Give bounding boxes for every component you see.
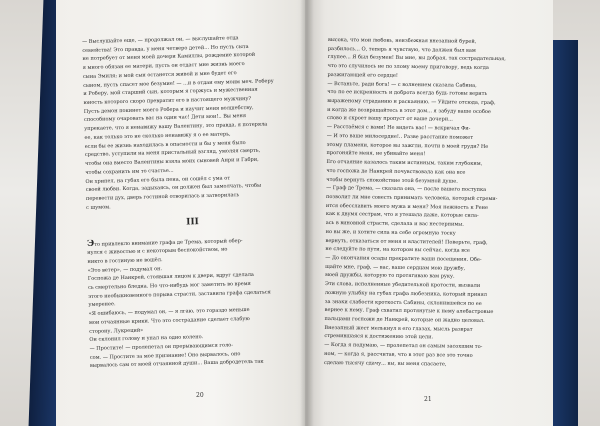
text-line-rest: то привлекло внимание графа де Трема, который обер- bbox=[94, 238, 243, 249]
left-page-number: 20 bbox=[196, 392, 204, 399]
left-top-paragraphs bbox=[82, 33, 298, 213]
text-line: семейства! Это правда, у меня четверо детей... Но пусть сыта bbox=[82, 43, 249, 54]
text-line: никто в гостиную не вошёл. bbox=[87, 256, 163, 265]
text-line: как к двумя сестрам, что я утешала даже, которые сила- bbox=[325, 211, 479, 220]
text-line: что госпожа де Нанкрей почувствовала как она все bbox=[326, 167, 466, 176]
text-line: — Выслушайте еще, — продолжал он, — выслушайте отца bbox=[82, 35, 239, 45]
text-line: сь смертельно бледна. Но что-нибудь мог заметить во время bbox=[88, 280, 251, 291]
text-line: этому пламени, которое вы зажгли, почти в моей груди? Не bbox=[326, 141, 489, 150]
text-line: — Граф де Трема, — сказала она, — после вашего поступка bbox=[326, 185, 487, 194]
text-line: глупее... Я был безумен! Вы мне, вы добрая, так сострадательная, bbox=[327, 54, 506, 63]
text-line: вернее к нему. Граф схватил протянутые к нему алебастровые bbox=[324, 307, 494, 316]
text-line: чтобы вернуть спокойствие этой безумной душе. bbox=[326, 176, 458, 185]
left-bottom-paragraphs bbox=[87, 235, 302, 371]
text-line: не потребует от меня моей дочери Камиллы, рождение которой bbox=[82, 52, 256, 63]
text-line: — Встаньте, ради бога! — с волнением сказала Сабина, bbox=[327, 80, 477, 89]
text-line: стремившаяся к достижению этой цели. bbox=[324, 333, 434, 341]
text-line: Он хрипел, на губах его была пена, он сошёл с ума от bbox=[85, 174, 231, 185]
text-line: слово и скроет вашу пропуст от ваше дочери... bbox=[326, 115, 453, 124]
text-line: прогоняйте меня, не убивайте меня! bbox=[326, 150, 426, 158]
text-line: этого необыкновенного порыва страсти, заставила графа сделаться bbox=[88, 289, 271, 300]
book-gutter bbox=[300, 0, 314, 426]
text-line: с шумом. bbox=[86, 204, 111, 211]
text-line: средство, уступили на меня пристальный взгляд, умоляя смерть, bbox=[84, 148, 261, 159]
text-line: чтобы сохранить им то счастье... bbox=[85, 167, 174, 176]
text-line: что это случилось не по злому моему приговору, ведь когда bbox=[327, 63, 489, 72]
text-line: сына Эмиля; и мой сын останется живой и мне будет его bbox=[82, 70, 237, 80]
text-line: позволит ли мне совесть принимать человека, который стреми- bbox=[325, 193, 498, 203]
text-line: чтобы она вместо Валентины взяла моих сыновей Анри и Габри, bbox=[85, 156, 259, 168]
text-line: щайте мне, граф, — вас, ваше сердцам мою дружбу, bbox=[325, 263, 466, 272]
right-page-text bbox=[324, 36, 536, 370]
text-line: моей дружбы, которую то протягиваю вам руку. bbox=[325, 272, 455, 280]
text-line: «Я ошибаюсь, — подумал он, — я лгаю, это гораздо меньше bbox=[88, 307, 250, 318]
text-line: — Когда я подумаю, — пролепетал он самым засохшим то- bbox=[324, 342, 483, 351]
text-line: Эти слова, исполненные убедительной кротости, вызвали bbox=[324, 281, 481, 290]
text-line: что по ее искренность и доброта всегда будь готовы верить bbox=[327, 89, 488, 98]
chapter-heading: III bbox=[186, 217, 199, 228]
text-line: способному очаровать вас на один час! Дети мои!.. Вы меня bbox=[83, 113, 247, 124]
text-line: ном, — когда я, рассчитав, что в этот раз все это точно bbox=[324, 350, 473, 359]
text-line: своей любви. Когда, задыхаясь, он должен был замолчать, чтобы bbox=[85, 182, 262, 194]
text-line: умеренее. bbox=[88, 301, 116, 309]
text-line: я много обязан ее матери, пусть он отдаст мне жизнь моего bbox=[82, 61, 245, 72]
text-line: Пусть демон покинет моего Робера и научит меня волшебству, bbox=[83, 104, 254, 115]
text-line: ее, как только это не сколько ненавижу я о ее матерь, bbox=[84, 131, 231, 141]
text-line: вырвалось сам от моей отчаянной души... Ваша добродетель так bbox=[89, 359, 264, 370]
text-line: нулся с живостью и с некоторым беспокойством, но bbox=[87, 246, 228, 257]
text-line: юность которого скоро превратит его в настоящего мужчину? bbox=[83, 95, 252, 107]
text-line: разжигающей его сердце! bbox=[327, 71, 398, 79]
drop-cap: Э bbox=[86, 239, 95, 250]
left-page-text bbox=[82, 33, 302, 371]
right-page-number: 21 bbox=[424, 396, 432, 403]
text-line: упрекаете, что я ненавижу вашу Валентину, это правда, я потеряла bbox=[84, 121, 268, 133]
text-line: Госпожа де Нанкрей, стоявшая лицом к двери, вдруг сделала bbox=[87, 272, 255, 283]
text-line: вернуть, отказаться от меня и властителей! Поверьте, граф, bbox=[325, 237, 488, 246]
text-line: мои отчаянные крики. Что это сострадание сделает слабую bbox=[88, 315, 250, 326]
text-line: Он склонил голову и упал на одно колено. bbox=[89, 334, 204, 344]
text-line: не следуйте по пути, на котором вы сейчас, когда все bbox=[325, 246, 470, 254]
text-line: «Это ветер», — подумал он. bbox=[87, 265, 163, 274]
text-line: — Расстаёмся с вами! Не видеть вас! — вскричал Фи- bbox=[326, 124, 471, 132]
text-line: — До окончания осады прекратите ваши посещения. Обе- bbox=[325, 254, 482, 263]
text-line: ась в виновной страсти, сделала и вас нестерпимы. bbox=[325, 220, 464, 228]
text-line: но вы же, и хотите сила на себе огромную тоску bbox=[325, 228, 456, 237]
text-line: ложную улыбку на губах графа любезника, который принял bbox=[324, 289, 488, 298]
text-line: и когда же возвращайтесь в этот дом... я забуду ваше особое bbox=[327, 106, 491, 115]
text-line: и Роберу, мой старший сын, которым я горжусь и мужественная bbox=[83, 87, 258, 98]
text-line: — И это ваше милосердие!.. Разве расстание поможет bbox=[326, 132, 474, 141]
text-line: сторону, Лукреций» bbox=[89, 327, 144, 335]
text-line: за знаки слабости кроткость Сабины, склонившейся по ее bbox=[324, 298, 482, 307]
text-line: — Простите! — пролепетал он прерывающимся голо- bbox=[89, 342, 234, 352]
text-line: перевести дух, дверь гостиной отворилась и затворилась bbox=[85, 192, 240, 202]
text-line: если бы ее жизнь находилась в опасности и бы у меня было bbox=[84, 139, 246, 150]
text-line: высока, что мои любовь, неизбежная внезапной бурей, bbox=[327, 36, 477, 45]
text-line: Внезапный жест мелькнул в его глазах, мысль разврат bbox=[324, 324, 473, 333]
text-line: сыном, пусть спасет мое безумие! — ...и в отдаи ему моим меч. Роберу bbox=[83, 77, 274, 89]
right-paragraphs bbox=[324, 36, 536, 370]
text-line: сделаю тысячу сдачу... вы, вы меня спасаете, bbox=[323, 359, 447, 368]
text-line: сом. — Простите за мое признание! Оно вырвалось, оно bbox=[89, 350, 241, 361]
text-line: разбилось... О, теперь я чувствую, что должен был вам bbox=[327, 45, 476, 54]
text-line: выраженому страданию и раскаянию. — Уйдите отсюда, граф, bbox=[327, 98, 496, 107]
text-line: пальцами госпожи де Нанкрей, которые он жадно целовал. bbox=[324, 315, 485, 324]
text-line: Его отчаяние казалось таким истинным, таким глубоким, bbox=[326, 159, 483, 167]
text-line: ится обесславить моего мужа и меня? Моя нежность к Рене bbox=[325, 202, 488, 211]
